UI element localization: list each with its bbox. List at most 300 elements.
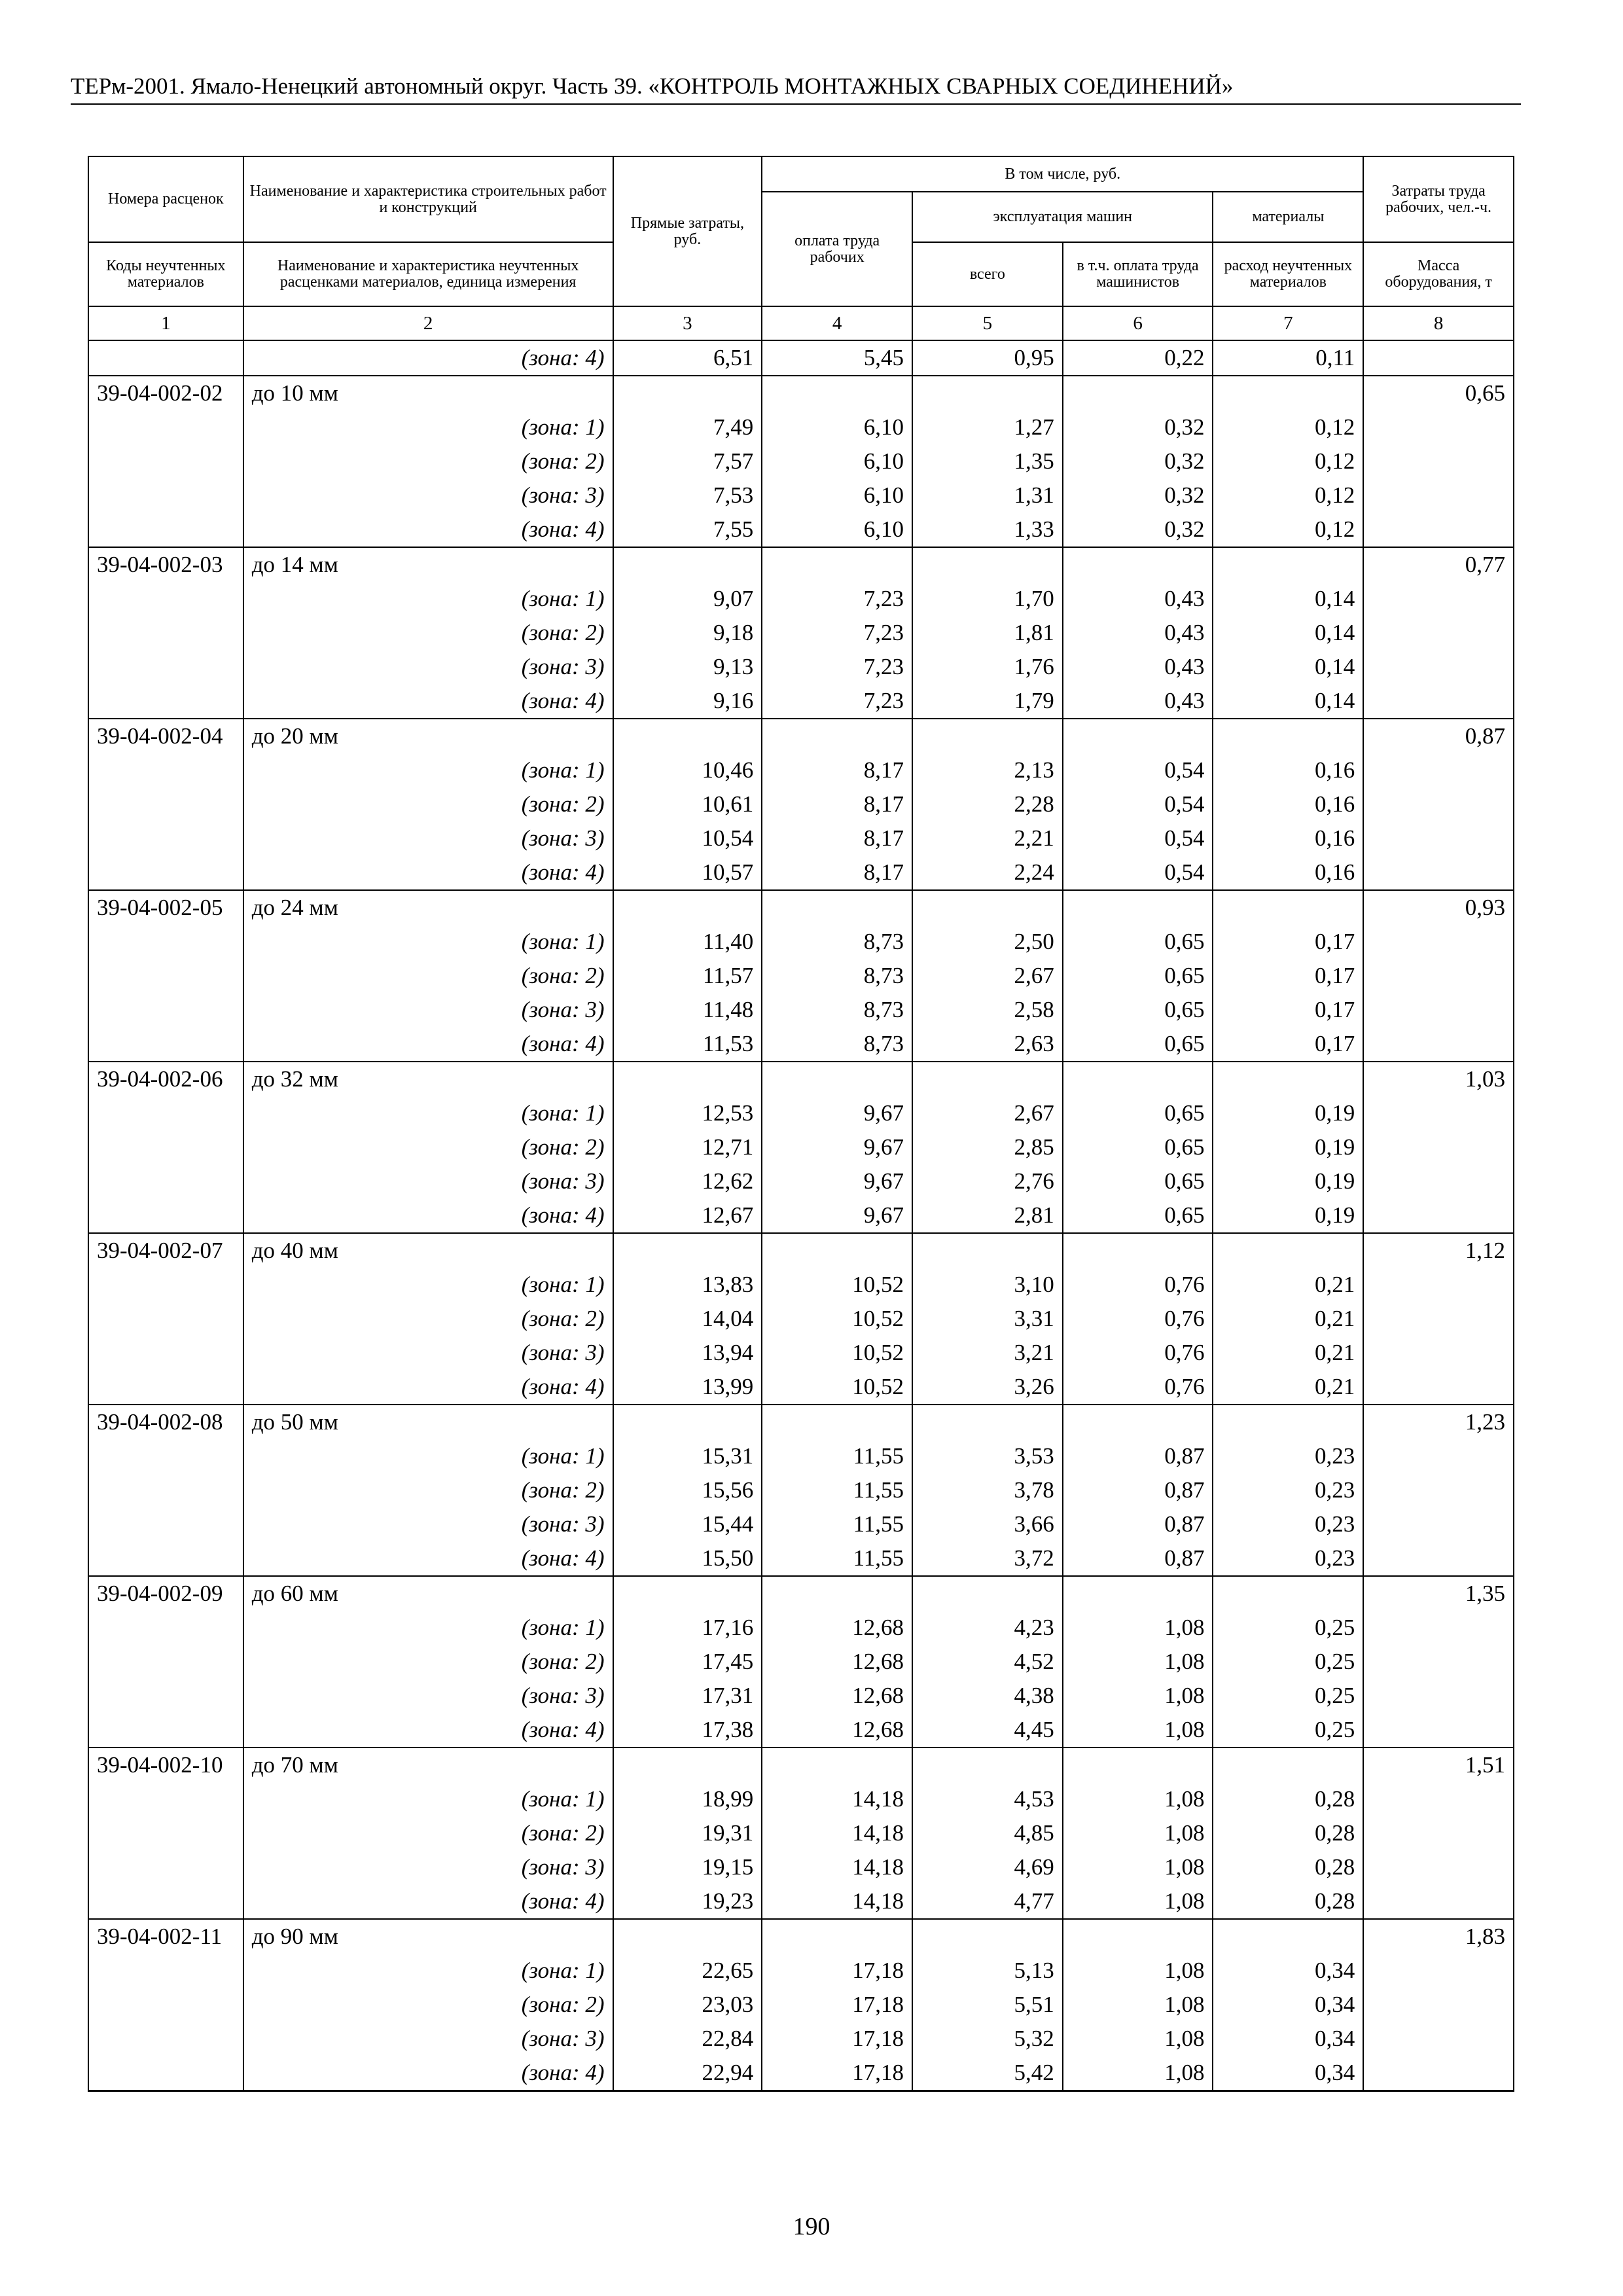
machines-labor-cell: 1,08: [1063, 1782, 1213, 1816]
zone-row: [88, 855, 1514, 890]
zone-row: [88, 1816, 1514, 1850]
direct-costs-cell: 19,15: [613, 1850, 762, 1884]
materials-cell: 0,23: [1213, 1473, 1363, 1507]
labor-cost-cell: [1363, 1816, 1514, 1850]
materials-cell: 0,34: [1213, 2022, 1363, 2056]
work-name: до 40 мм: [243, 1233, 613, 1268]
materials-cell: 0,14: [1213, 582, 1363, 616]
materials-cell: [1213, 1576, 1363, 1611]
machines-cell: 3,78: [912, 1473, 1063, 1507]
labor-cost-cell: [1363, 1679, 1514, 1713]
direct-costs-cell: 10,61: [613, 787, 762, 821]
zone-label: (зона: 4): [243, 1884, 613, 1919]
labor-cost-cell: [1363, 753, 1514, 787]
direct-costs-cell: 11,57: [613, 959, 762, 993]
machines-cell: 3,53: [912, 1439, 1063, 1473]
direct-costs-cell: 17,38: [613, 1713, 762, 1748]
zone-label: (зона: 1): [243, 925, 613, 959]
zone-label: (зона: 2): [243, 1988, 613, 2022]
zone-row: [88, 1645, 1514, 1679]
zone-label: (зона: 4): [243, 1713, 613, 1748]
zone-row: [88, 925, 1514, 959]
materials-cell: [1213, 1919, 1363, 1954]
labor-cost-cell: [1363, 684, 1514, 719]
labor-pay-cell: 8,73: [762, 993, 912, 1027]
machines-labor-cell: 1,08: [1063, 2056, 1213, 2091]
zone-row: [88, 582, 1514, 616]
labor-cost-cell: [1363, 821, 1514, 855]
machines-labor-cell: 0,87: [1063, 1541, 1213, 1576]
machines-labor-cell: 0,32: [1063, 512, 1213, 547]
rate-code: [88, 1268, 243, 1302]
machines-labor-cell: [1063, 1919, 1213, 1954]
machines-cell: [912, 1576, 1063, 1611]
rate-code: 39-04-002-03: [88, 547, 243, 582]
machines-cell: [912, 376, 1063, 410]
rate-code: 39-04-002-02: [88, 376, 243, 410]
machines-cell: 2,21: [912, 821, 1063, 855]
zone-label: (зона: 4): [243, 1198, 613, 1233]
column-number: 6: [1063, 306, 1213, 340]
labor-pay-cell: 14,18: [762, 1816, 912, 1850]
zone-row: [88, 2056, 1514, 2091]
machines-labor-cell: 0,76: [1063, 1370, 1213, 1405]
machines-cell: [912, 1919, 1063, 1954]
zone-row: [88, 1027, 1514, 1062]
labor-cost-cell: [1363, 1268, 1514, 1302]
materials-cell: 0,17: [1213, 959, 1363, 993]
labor-pay-cell: [762, 719, 912, 753]
rate-code: [88, 1336, 243, 1370]
labor-pay-cell: 8,17: [762, 787, 912, 821]
machines-labor-cell: 0,54: [1063, 753, 1213, 787]
materials-cell: 0,12: [1213, 444, 1363, 478]
work-name: до 10 мм: [243, 376, 613, 410]
labor-pay-cell: 17,18: [762, 1954, 912, 1988]
machines-labor-cell: 0,87: [1063, 1507, 1213, 1541]
zone-label: (зона: 2): [243, 787, 613, 821]
zone-label: (зона: 2): [243, 444, 613, 478]
machines-cell: [912, 1748, 1063, 1782]
rate-code: [88, 1782, 243, 1816]
rate-code: [88, 582, 243, 616]
labor-pay-cell: 8,73: [762, 925, 912, 959]
direct-costs-cell: 19,31: [613, 1816, 762, 1850]
machines-cell: [912, 1233, 1063, 1268]
machines-cell: 3,10: [912, 1268, 1063, 1302]
direct-costs-cell: 18,99: [613, 1782, 762, 1816]
labor-cost-cell: [1363, 1164, 1514, 1198]
labor-cost-cell: 0,93: [1363, 890, 1514, 925]
machines-cell: 2,13: [912, 753, 1063, 787]
zone-row: [88, 512, 1514, 547]
page-number: 190: [793, 2213, 830, 2240]
materials-cell: 0,14: [1213, 616, 1363, 650]
machines-labor-cell: 0,32: [1063, 444, 1213, 478]
zone-label: (зона: 1): [243, 753, 613, 787]
machines-cell: 2,63: [912, 1027, 1063, 1062]
header-name-top: Наименование и характеристика строительных работ и конструкций: [243, 156, 613, 242]
rate-code: [88, 340, 243, 376]
labor-pay-cell: 9,67: [762, 1198, 912, 1233]
zone-row: [88, 1439, 1514, 1473]
rate-code: [88, 1988, 243, 2022]
materials-cell: 0,25: [1213, 1611, 1363, 1645]
machines-labor-cell: 0,43: [1063, 684, 1213, 719]
labor-pay-cell: [762, 890, 912, 925]
direct-costs-cell: 12,71: [613, 1130, 762, 1164]
labor-pay-cell: [762, 376, 912, 410]
zone-label: (зона: 2): [243, 959, 613, 993]
machines-labor-cell: 0,76: [1063, 1336, 1213, 1370]
materials-cell: 0,17: [1213, 993, 1363, 1027]
rate-code: 39-04-002-11: [88, 1919, 243, 1954]
materials-cell: 0,23: [1213, 1541, 1363, 1576]
labor-cost-cell: [1363, 925, 1514, 959]
zone-row: [88, 1884, 1514, 1919]
rate-code: [88, 1713, 243, 1748]
zone-row: [88, 959, 1514, 993]
machines-labor-cell: 0,65: [1063, 993, 1213, 1027]
materials-cell: 0,23: [1213, 1439, 1363, 1473]
labor-cost-cell: 0,65: [1363, 376, 1514, 410]
header-machines-labor: в т.ч. оплата труда машинистов: [1063, 242, 1213, 306]
zone-row: [88, 1611, 1514, 1645]
page-header: ТЕРм-2001. Ямало-Ненецкий автономный округ. Часть 39. «КОНТРОЛЬ МОНТАЖНЫХ СВАРНЫХ СОЕДИНЕНИЙ»: [71, 72, 1521, 105]
labor-cost-cell: [1363, 1850, 1514, 1884]
labor-cost-cell: [1363, 1884, 1514, 1919]
rate-code: [88, 821, 243, 855]
direct-costs-cell: 13,99: [613, 1370, 762, 1405]
header-including: В том числе, руб.: [762, 156, 1363, 192]
work-name: до 50 мм: [243, 1405, 613, 1439]
machines-labor-cell: 1,08: [1063, 1645, 1213, 1679]
direct-costs-cell: 10,46: [613, 753, 762, 787]
materials-cell: 0,19: [1213, 1130, 1363, 1164]
column-number: 2: [243, 306, 613, 340]
zone-row: [88, 1473, 1514, 1507]
labor-cost-cell: [1363, 1782, 1514, 1816]
labor-pay-cell: 8,17: [762, 753, 912, 787]
materials-cell: [1213, 1405, 1363, 1439]
rate-code: [88, 1884, 243, 1919]
labor-pay-cell: [762, 1576, 912, 1611]
zone-row: [88, 787, 1514, 821]
labor-cost-cell: 1,23: [1363, 1405, 1514, 1439]
machines-labor-cell: 0,32: [1063, 478, 1213, 512]
machines-cell: 2,81: [912, 1198, 1063, 1233]
machines-labor-cell: 0,76: [1063, 1268, 1213, 1302]
labor-pay-cell: 11,55: [762, 1541, 912, 1576]
labor-pay-cell: 11,55: [762, 1507, 912, 1541]
rate-code: [88, 684, 243, 719]
materials-cell: [1213, 719, 1363, 753]
header-labor-pay: оплата труда рабочих: [762, 192, 912, 306]
machines-labor-cell: [1063, 1062, 1213, 1096]
direct-costs-cell: 11,48: [613, 993, 762, 1027]
rate-code: [88, 1439, 243, 1473]
rate-code: [88, 753, 243, 787]
labor-cost-cell: [1363, 340, 1514, 376]
work-name: до 20 мм: [243, 719, 613, 753]
machines-labor-cell: 0,65: [1063, 959, 1213, 993]
direct-costs-cell: 17,16: [613, 1611, 762, 1645]
rate-code: [88, 478, 243, 512]
machines-cell: 5,51: [912, 1988, 1063, 2022]
materials-cell: [1213, 376, 1363, 410]
machines-labor-cell: 1,08: [1063, 1988, 1213, 2022]
direct-costs-cell: 7,49: [613, 410, 762, 444]
labor-pay-cell: 8,73: [762, 1027, 912, 1062]
machines-labor-cell: [1063, 1233, 1213, 1268]
direct-costs-cell: [613, 1405, 762, 1439]
zone-label: (зона: 2): [243, 1302, 613, 1336]
rate-code: 39-04-002-08: [88, 1405, 243, 1439]
labor-pay-cell: [762, 1748, 912, 1782]
machines-labor-cell: 1,08: [1063, 2022, 1213, 2056]
table-body: [88, 340, 1514, 2091]
machines-cell: 2,76: [912, 1164, 1063, 1198]
rate-row: [88, 1062, 1514, 1096]
machines-cell: 3,21: [912, 1336, 1063, 1370]
labor-pay-cell: [762, 1919, 912, 1954]
machines-cell: 2,85: [912, 1130, 1063, 1164]
labor-pay-cell: 14,18: [762, 1850, 912, 1884]
header-code-bottom: Коды неучтенных материалов: [88, 242, 243, 306]
zone-row: [88, 993, 1514, 1027]
direct-costs-cell: 13,83: [613, 1268, 762, 1302]
direct-costs-cell: 15,31: [613, 1439, 762, 1473]
machines-labor-cell: 0,54: [1063, 821, 1213, 855]
machines-labor-cell: 0,76: [1063, 1302, 1213, 1336]
zone-label: (зона: 1): [243, 410, 613, 444]
machines-cell: 1,79: [912, 684, 1063, 719]
machines-labor-cell: 0,87: [1063, 1439, 1213, 1473]
materials-cell: [1213, 890, 1363, 925]
labor-cost-cell: [1363, 478, 1514, 512]
direct-costs-cell: [613, 890, 762, 925]
labor-pay-cell: 11,55: [762, 1473, 912, 1507]
rate-code: [88, 993, 243, 1027]
labor-cost-cell: [1363, 1507, 1514, 1541]
machines-cell: 0,95: [912, 340, 1063, 376]
direct-costs-cell: 9,07: [613, 582, 762, 616]
labor-cost-cell: [1363, 1096, 1514, 1130]
labor-pay-cell: 17,18: [762, 2022, 912, 2056]
labor-pay-cell: 10,52: [762, 1268, 912, 1302]
machines-cell: 5,13: [912, 1954, 1063, 1988]
rate-code: [88, 1850, 243, 1884]
direct-costs-cell: [613, 719, 762, 753]
labor-cost-cell: [1363, 2056, 1514, 2091]
column-number: 3: [613, 306, 762, 340]
machines-labor-cell: 1,08: [1063, 1884, 1213, 1919]
machines-cell: 4,52: [912, 1645, 1063, 1679]
rate-row: [88, 547, 1514, 582]
rates-table: [88, 156, 1514, 2092]
labor-pay-cell: [762, 1405, 912, 1439]
header-materials-unaccounted: расход неучтенных материалов: [1213, 242, 1363, 306]
labor-cost-cell: [1363, 855, 1514, 890]
materials-cell: 0,21: [1213, 1268, 1363, 1302]
zone-label: (зона: 1): [243, 1096, 613, 1130]
labor-cost-cell: 1,51: [1363, 1748, 1514, 1782]
zone-row: [88, 1268, 1514, 1302]
direct-costs-cell: 17,31: [613, 1679, 762, 1713]
labor-cost-cell: [1363, 1473, 1514, 1507]
zone-label: (зона: 2): [243, 1473, 613, 1507]
zone-row: [88, 340, 1514, 376]
header-code-top: Номера расценок: [88, 156, 243, 242]
labor-cost-cell: 1,12: [1363, 1233, 1514, 1268]
materials-cell: 0,34: [1213, 2056, 1363, 2091]
rate-code: 39-04-002-09: [88, 1576, 243, 1611]
rate-code: [88, 1164, 243, 1198]
machines-cell: [912, 1405, 1063, 1439]
rate-row: [88, 1919, 1514, 1954]
header-labor-top: Затраты труда рабочих, чел.-ч.: [1363, 156, 1514, 242]
machines-cell: [912, 547, 1063, 582]
machines-cell: 3,26: [912, 1370, 1063, 1405]
rate-row: [88, 376, 1514, 410]
rate-code: [88, 1507, 243, 1541]
labor-pay-cell: [762, 1233, 912, 1268]
zone-row: [88, 650, 1514, 684]
zone-label: (зона: 4): [243, 2056, 613, 2091]
machines-labor-cell: 1,08: [1063, 1850, 1213, 1884]
machines-cell: 2,67: [912, 1096, 1063, 1130]
zone-label: (зона: 3): [243, 1850, 613, 1884]
labor-pay-cell: 14,18: [762, 1884, 912, 1919]
labor-cost-cell: [1363, 993, 1514, 1027]
machines-labor-cell: 0,65: [1063, 1164, 1213, 1198]
zone-row: [88, 1988, 1514, 2022]
zone-row: [88, 1713, 1514, 1748]
rate-code: [88, 1302, 243, 1336]
labor-pay-cell: 9,67: [762, 1096, 912, 1130]
direct-costs-cell: 10,57: [613, 855, 762, 890]
machines-cell: 4,69: [912, 1850, 1063, 1884]
machines-cell: 1,81: [912, 616, 1063, 650]
machines-labor-cell: [1063, 376, 1213, 410]
labor-pay-cell: 6,10: [762, 512, 912, 547]
direct-costs-cell: [613, 376, 762, 410]
zone-row: [88, 444, 1514, 478]
zone-label: (зона: 1): [243, 1611, 613, 1645]
zone-label: (зона: 3): [243, 478, 613, 512]
rate-row: [88, 890, 1514, 925]
rate-code: [88, 2022, 243, 2056]
materials-cell: 0,21: [1213, 1370, 1363, 1405]
labor-cost-cell: [1363, 1541, 1514, 1576]
machines-labor-cell: 0,65: [1063, 1027, 1213, 1062]
direct-costs-cell: [613, 1062, 762, 1096]
labor-cost-cell: [1363, 1370, 1514, 1405]
direct-costs-cell: [613, 1576, 762, 1611]
zone-label: (зона: 3): [243, 821, 613, 855]
machines-cell: 1,31: [912, 478, 1063, 512]
zone-row: [88, 478, 1514, 512]
machines-cell: 2,28: [912, 787, 1063, 821]
materials-cell: 0,16: [1213, 821, 1363, 855]
rate-code: [88, 1198, 243, 1233]
materials-cell: 0,12: [1213, 478, 1363, 512]
direct-costs-cell: 22,84: [613, 2022, 762, 2056]
zone-label: (зона: 3): [243, 650, 613, 684]
rate-row: [88, 1748, 1514, 1782]
materials-cell: 0,14: [1213, 650, 1363, 684]
work-name: до 70 мм: [243, 1748, 613, 1782]
labor-pay-cell: 5,45: [762, 340, 912, 376]
labor-pay-cell: 6,10: [762, 444, 912, 478]
machines-labor-cell: [1063, 1748, 1213, 1782]
zone-label: (зона: 4): [243, 1027, 613, 1062]
direct-costs-cell: 12,53: [613, 1096, 762, 1130]
labor-cost-cell: [1363, 1336, 1514, 1370]
direct-costs-cell: 13,94: [613, 1336, 762, 1370]
column-number: 4: [762, 306, 912, 340]
zone-label: (зона: 4): [243, 855, 613, 890]
machines-labor-cell: 1,08: [1063, 1679, 1213, 1713]
machines-cell: 4,38: [912, 1679, 1063, 1713]
zone-label: (зона: 2): [243, 1816, 613, 1850]
direct-costs-cell: [613, 1233, 762, 1268]
machines-cell: 2,58: [912, 993, 1063, 1027]
machines-labor-cell: 0,65: [1063, 1198, 1213, 1233]
direct-costs-cell: 14,04: [613, 1302, 762, 1336]
zone-label: (зона: 4): [243, 340, 613, 376]
materials-cell: [1213, 1748, 1363, 1782]
labor-pay-cell: 12,68: [762, 1645, 912, 1679]
rate-code: [88, 1541, 243, 1576]
labor-cost-cell: [1363, 1713, 1514, 1748]
work-name: до 60 мм: [243, 1576, 613, 1611]
labor-cost-cell: [1363, 1198, 1514, 1233]
rate-code: [88, 1130, 243, 1164]
labor-pay-cell: 10,52: [762, 1370, 912, 1405]
direct-costs-cell: [613, 1919, 762, 1954]
materials-cell: 0,12: [1213, 512, 1363, 547]
labor-cost-cell: [1363, 650, 1514, 684]
labor-cost-cell: [1363, 1611, 1514, 1645]
machines-cell: 4,53: [912, 1782, 1063, 1816]
direct-costs-cell: 17,45: [613, 1645, 762, 1679]
zone-row: [88, 1096, 1514, 1130]
labor-pay-cell: 12,68: [762, 1679, 912, 1713]
header-labor-bottom: Масса оборудования, т: [1363, 242, 1514, 306]
zone-row: [88, 1164, 1514, 1198]
labor-cost-cell: [1363, 1645, 1514, 1679]
materials-cell: 0,28: [1213, 1782, 1363, 1816]
rate-code: 39-04-002-07: [88, 1233, 243, 1268]
labor-pay-cell: 10,52: [762, 1336, 912, 1370]
zone-label: (зона: 1): [243, 582, 613, 616]
machines-cell: 1,33: [912, 512, 1063, 547]
zone-label: (зона: 2): [243, 616, 613, 650]
labor-pay-cell: 7,23: [762, 650, 912, 684]
machines-labor-cell: [1063, 719, 1213, 753]
labor-pay-cell: 7,23: [762, 684, 912, 719]
work-name: до 14 мм: [243, 547, 613, 582]
labor-pay-cell: 12,68: [762, 1713, 912, 1748]
rate-code: [88, 1096, 243, 1130]
rate-code: [88, 616, 243, 650]
labor-cost-cell: [1363, 1130, 1514, 1164]
rate-code: [88, 855, 243, 890]
rate-code: [88, 2056, 243, 2091]
machines-labor-cell: 0,65: [1063, 1130, 1213, 1164]
rate-code: [88, 1611, 243, 1645]
